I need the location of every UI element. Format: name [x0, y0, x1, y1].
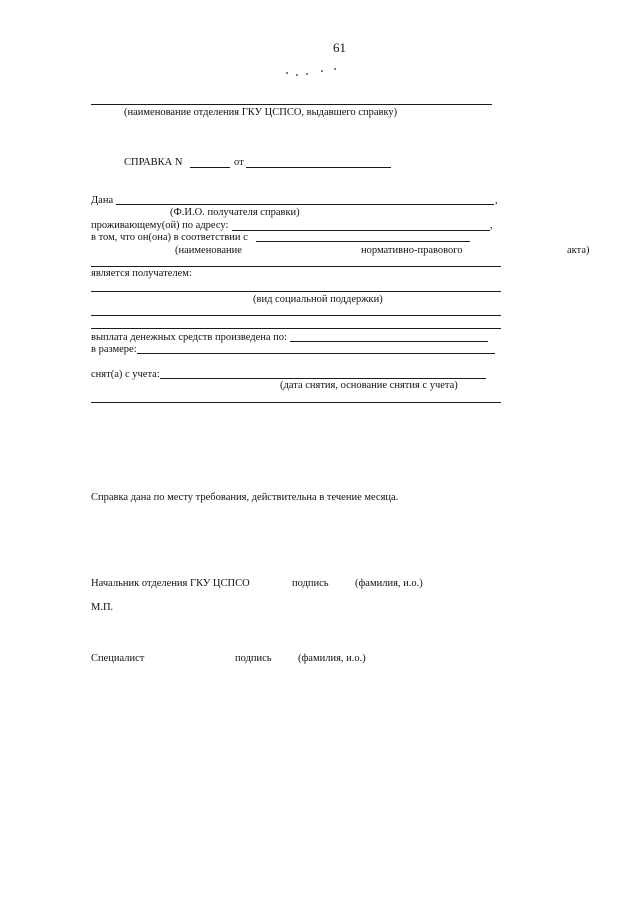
- head-name-label: (фамилия, и.о.): [355, 578, 423, 589]
- legal-act-caption-part1: (наименование: [175, 245, 242, 256]
- deregistration-label: снят(а) с учета:: [91, 369, 160, 380]
- scan-speck: [286, 72, 288, 74]
- certificate-title: СПРАВКА N: [124, 157, 183, 168]
- support-extra-line-1[interactable]: [91, 315, 501, 316]
- address-label: проживающему(ой) по адресу:: [91, 220, 229, 231]
- legal-basis-label: в том, что он(она) в соответствии с: [91, 232, 248, 243]
- issued-to-label: Дана: [91, 195, 114, 206]
- legal-act-caption-part3: акта): [567, 245, 590, 256]
- legal-act-caption-part2: нормативно-правового: [361, 245, 463, 256]
- recipient-name-line[interactable]: [116, 204, 494, 205]
- specialist-title: Специалист: [91, 653, 145, 664]
- amount-label: в размере:: [91, 344, 137, 355]
- specialist-signature-label: подпись: [235, 653, 272, 664]
- recipient-name-caption: (Ф.И.О. получателя справки): [170, 207, 300, 218]
- org-name-line[interactable]: [91, 104, 492, 105]
- head-signature-label: подпись: [292, 578, 329, 589]
- deregistration-extra-line[interactable]: [91, 402, 501, 403]
- amount-line[interactable]: [137, 353, 495, 354]
- scan-speck: [334, 68, 336, 70]
- address-comma: ,: [490, 220, 493, 231]
- certificate-number-line[interactable]: [190, 167, 230, 168]
- issued-to-comma: ,: [495, 195, 498, 206]
- legal-act-line[interactable]: [91, 266, 501, 267]
- specialist-name-label: (фамилия, и.о.): [298, 653, 366, 664]
- stamp-label: М.П.: [91, 602, 114, 613]
- support-extra-line-2[interactable]: [91, 328, 501, 329]
- org-name-caption: (наименование отделения ГКУ ЦСПСО, выдавшего справку): [124, 107, 398, 118]
- validity-note: Справка дана по месту требования, действительна в течение месяца.: [91, 492, 399, 503]
- certificate-date-line[interactable]: [246, 167, 391, 168]
- head-title: Начальник отделения ГКУ ЦСПСО: [91, 578, 250, 589]
- scan-speck: [321, 70, 323, 72]
- page-number: 61: [333, 40, 346, 55]
- payment-line[interactable]: [290, 341, 488, 342]
- deregistration-line[interactable]: [160, 378, 486, 379]
- scan-speck: [306, 73, 308, 75]
- deregistration-caption: (дата снятия, основание снятия с учета): [280, 380, 458, 391]
- address-line[interactable]: [232, 230, 490, 231]
- certificate-date-prefix: от: [234, 157, 244, 168]
- legal-basis-line[interactable]: [256, 241, 470, 242]
- scan-speck: [296, 74, 298, 76]
- recipient-label: является получателем:: [91, 268, 192, 279]
- support-type-line[interactable]: [91, 291, 501, 292]
- payment-label: выплата денежных средств произведена по:: [91, 332, 287, 343]
- support-type-caption: (вид социальной поддержки): [253, 294, 383, 305]
